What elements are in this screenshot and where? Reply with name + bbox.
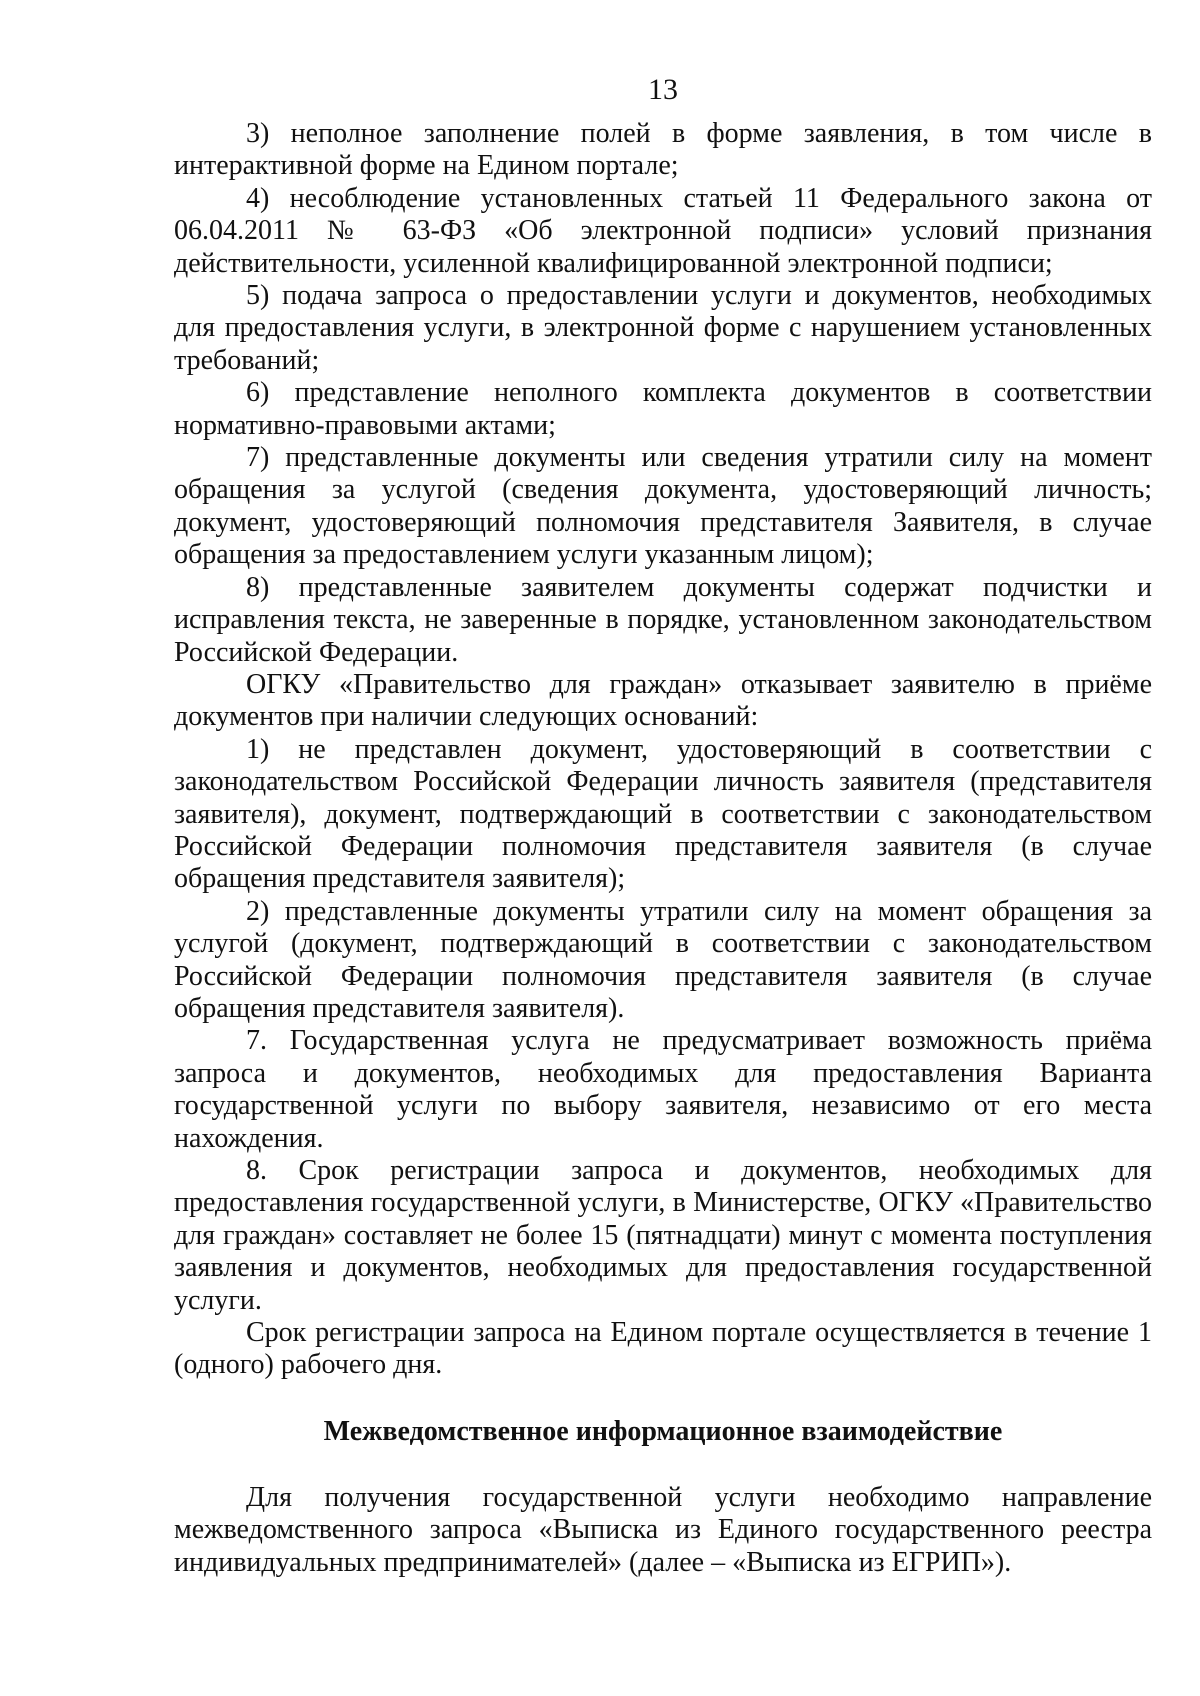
paragraph-interagency-request: Для получения государственной услуги необходимо направление межведомственного запроса «Выписка из Единого государственного реестра индивидуальных предпринимателей» (далее – «Выписка из ЕГРИП»). [174,1481,1152,1578]
paragraph-section-8: 8. Срок регистрации запроса и документов, необходимых для предоставления государственной услуги, в Министерстве, ОГКУ «Правительство для граждан» составляет не более 15 (пятнадцати) минут с момента поступления заявления и документов, необходимых для предоставления государственной услуги. [174,1155,1152,1316]
paragraph-item-7: 7) представленные документы или сведения утратили силу на момент обращения за услугой (сведения документа, удостоверяющий личность; документ, удостоверяющий полномочия представителя Заявителя, в случае обращения за предоставлением услуги указанным лицом); [174,442,1152,571]
paragraph-refusal-2: 2) представленные документы утратили силу на момент обращения за услугой (документ, подтверждающий в соответствии с законодательством Российской Федерации полномочия представителя заявителя (в случае обращения представителя заявителя). [174,895,1152,1024]
paragraph-item-5: 5) подача запроса о предоставлении услуги и документов, необходимых для предоставления услуги, в электронной форме с нарушением установленных требований; [174,280,1152,376]
paragraph-registration-term: Срок регистрации запроса на Едином портале осуществляется в течение 1 (одного) рабочего дня. [174,1317,1152,1381]
paragraph-item-3: 3) неполное заполнение полей в форме заявления, в том числе в интерактивной форме на Едином портале; [174,118,1152,182]
section-heading: Межведомственное информационное взаимодействие [323,1415,1003,1447]
paragraph-item-4: 4) несоблюдение установленных статьей 11 Федерального закона от 06.04.2011 № 63-ФЗ «Об электронной подписи» условий признания действительности, усиленной квалифицированной электронной подписи; [174,182,1152,279]
document-body [174,118,1152,1579]
page-number: 13 [648,73,678,106]
paragraph-section-7: 7. Государственная услуга не предусматривает возможность приёма запроса и документов, необходимых для предоставления Варианта государственной услуги по выбору заявителя, независимо от его места нахождения. [174,1025,1152,1154]
paragraph-refusal-intro: ОГКУ «Правительство для граждан» отказывает заявителю в приёме документов при наличии следующих оснований: [174,668,1152,733]
paragraph-item-8: 8) представленные заявителем документы содержат подчистки и исправления текста, не заверенные в порядке, установленном законодательством Российской Федерации. [174,571,1152,668]
paragraph-item-6: 6) представление неполного комплекта документов в соответствии нормативно-правовыми актами; [174,377,1152,441]
paragraph-refusal-1: 1) не представлен документ, удостоверяющий в соответствии с законодательством Российской Федерации личность заявителя (представителя заявителя), документ, подтверждающий в соответствии с законодательством Российской Федерации полномочия представителя заявителя (в случае обращения представителя заявителя); [174,733,1152,895]
